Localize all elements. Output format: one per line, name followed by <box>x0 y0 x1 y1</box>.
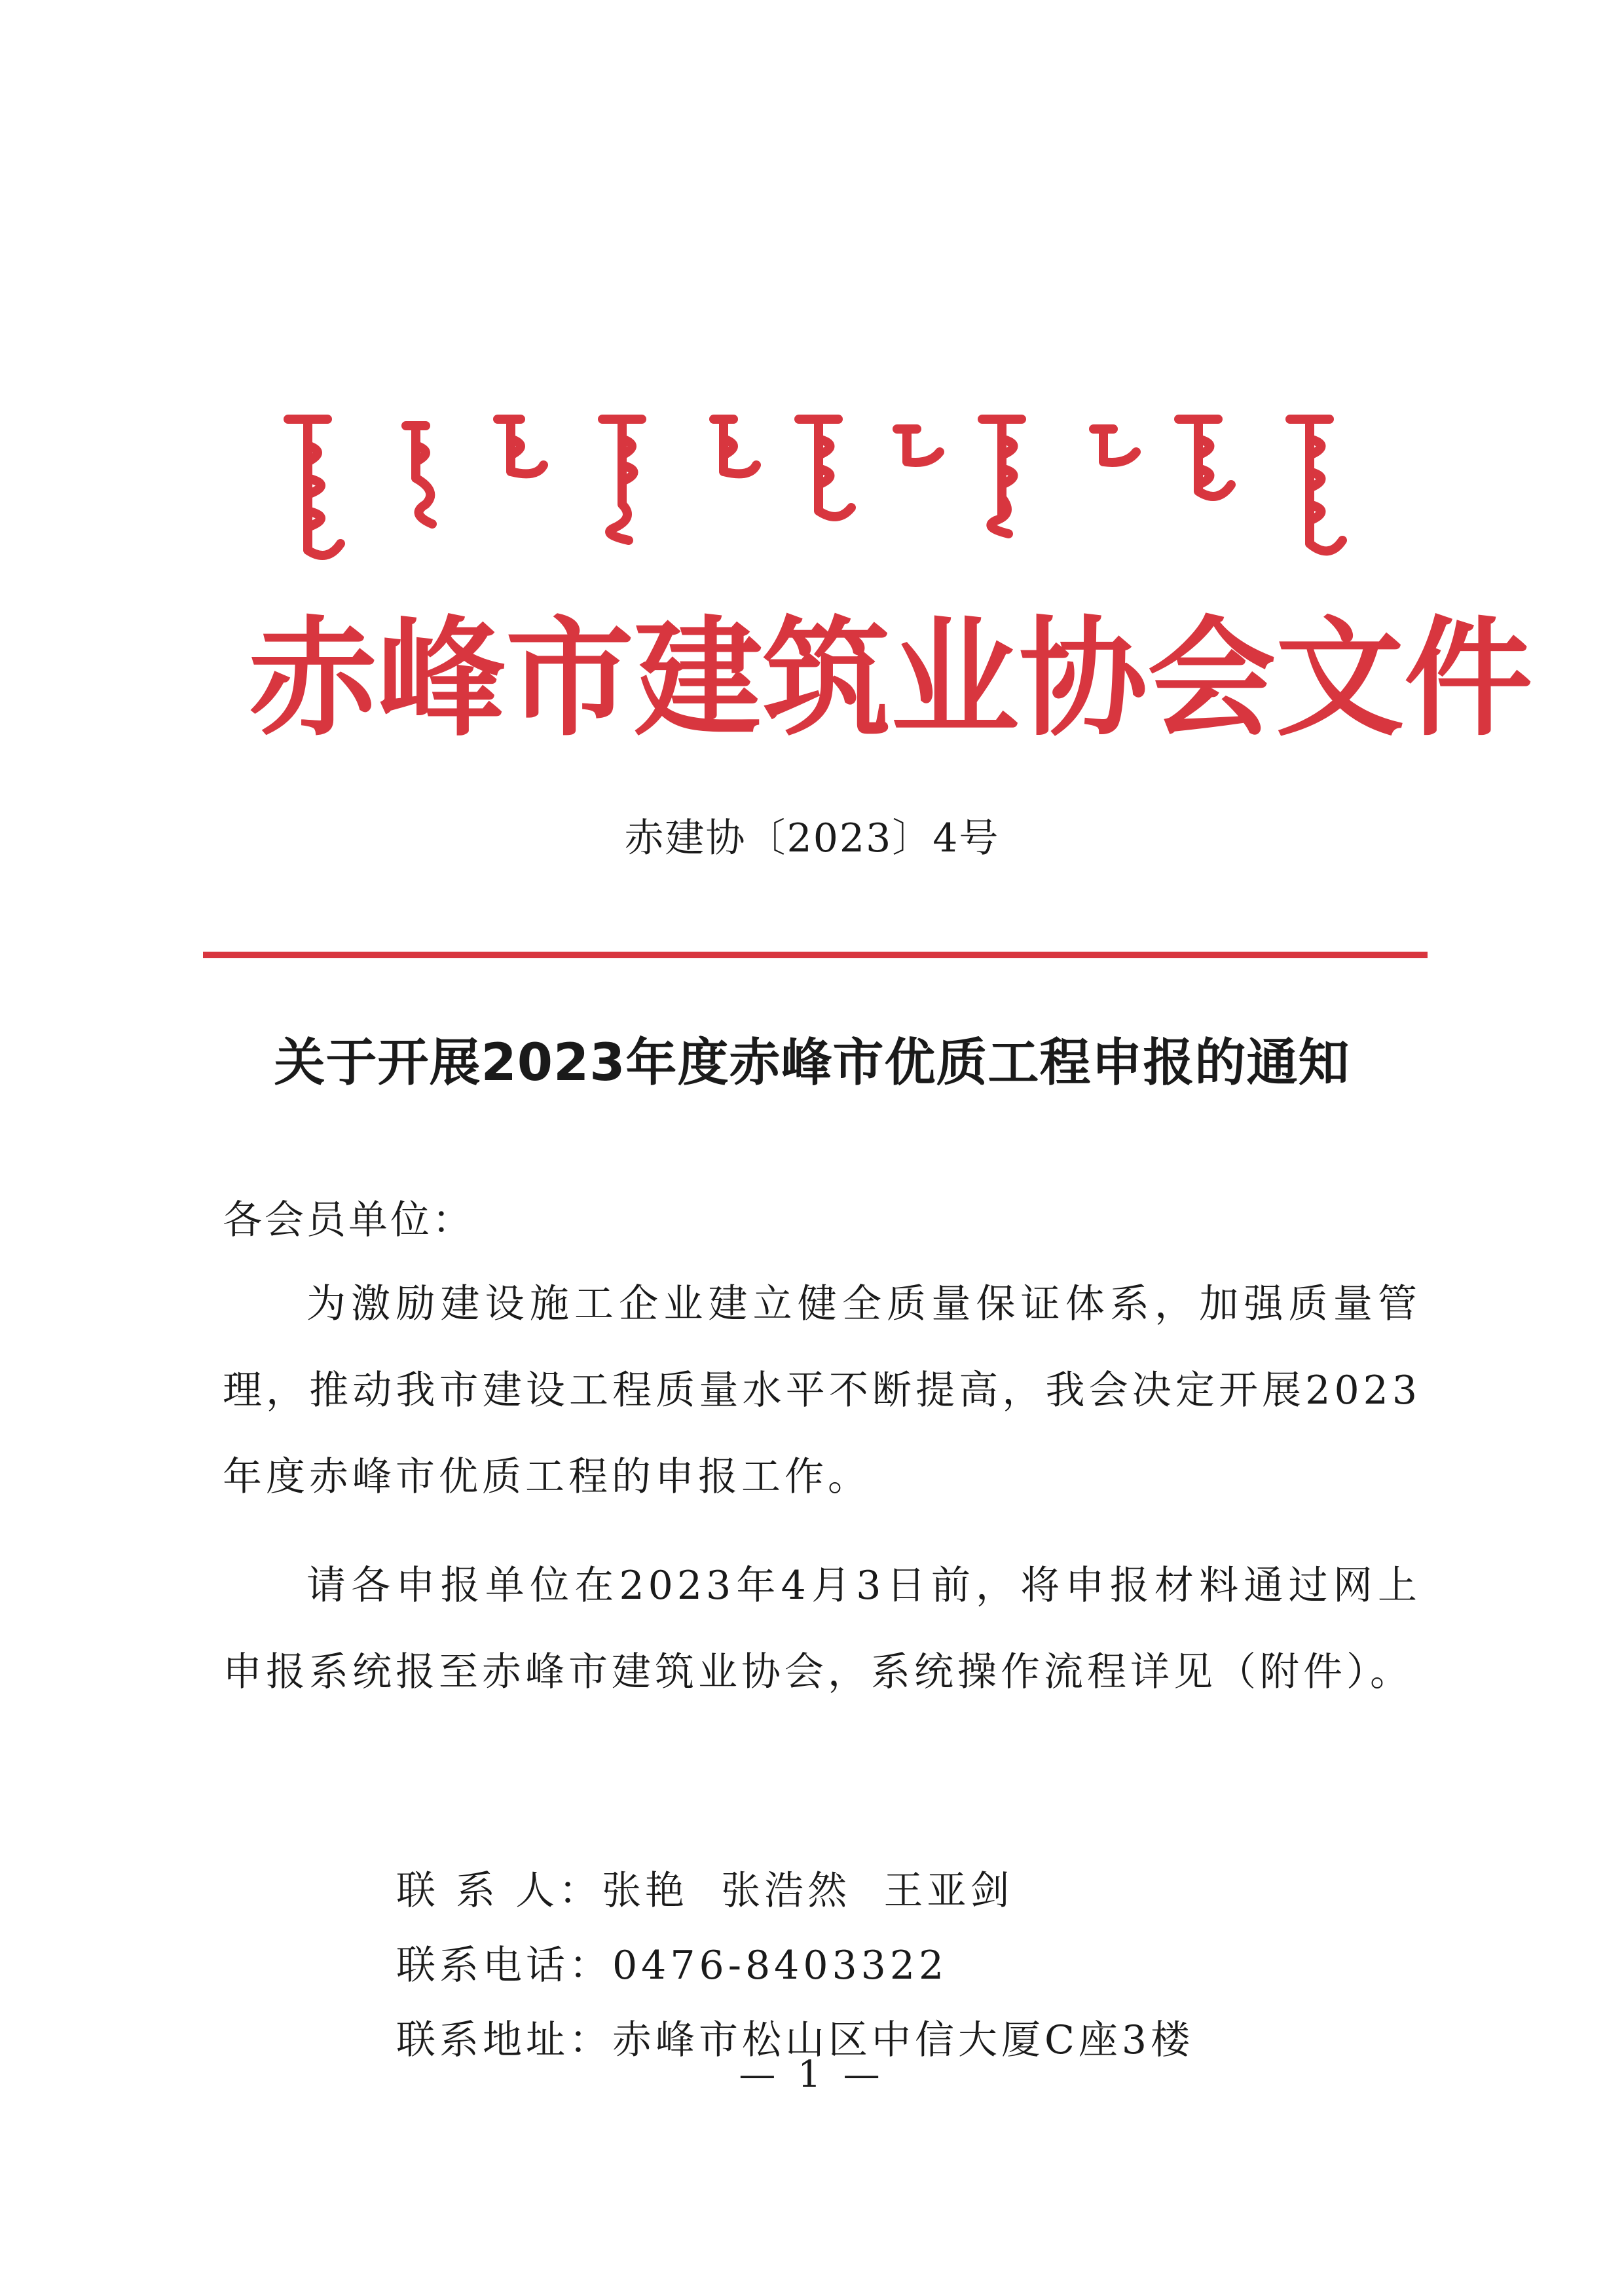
issuer-title-char: 协 <box>1019 605 1148 754</box>
page-number: — 1 — <box>739 2053 885 2096</box>
contact-phone-label: 联系电话： <box>396 1943 612 1988</box>
issuer-title-char: 赤 <box>249 605 378 754</box>
issuer-title-char: 文 <box>1276 605 1405 754</box>
issuer-title-char: 件 <box>1404 605 1533 754</box>
contact-person-row <box>396 1854 1194 1928</box>
contact-person-label: 联 系 人： <box>396 1868 602 1914</box>
issuer-title-char: 业 <box>891 605 1020 754</box>
contact-person-value: 张艳 张浩然 王亚剑 <box>602 1868 1014 1914</box>
issuer-title-char: 会 <box>1147 605 1276 754</box>
contact-address-label: 联系地址： <box>396 2017 612 2063</box>
contact-phone-value: 0476-8403322 <box>612 1943 948 1988</box>
salutation: 各会员单位： <box>223 1197 474 1243</box>
issuer-title <box>249 593 1533 754</box>
document-number: 赤建协〔2023〕4号 <box>624 815 1000 861</box>
notice-title: 关于开展2023年度赤峰市优质工程申报的通知 <box>274 1034 1350 1092</box>
issuer-title-char: 筑 <box>762 605 891 754</box>
contact-address-value: 赤峰市松山区中信大厦C座3楼 <box>612 2017 1194 2063</box>
contact-block <box>396 1854 1194 2078</box>
red-divider-line <box>203 952 1428 958</box>
contact-phone-row <box>396 1928 1194 2003</box>
issuer-title-char: 市 <box>506 605 635 754</box>
body-paragraph-2: 请各申报单位在2023年4月3日前，将申报材料通过网上申报系统报至赤峰市建筑业协会，系统操作流程详见（附件）。 <box>223 1563 1421 1695</box>
issuer-title-char: 峰 <box>377 605 506 754</box>
issuer-title-char: 建 <box>634 605 763 754</box>
mongolian-title-logo <box>262 400 1375 570</box>
body-paragraph-1: 为激励建设施工企业建立健全质量保证体系，加强质量管理，推动我市建设工程质量水平不断提高，我会决定开展2023年度赤峰市优质工程的申报工作。 <box>223 1281 1421 1500</box>
